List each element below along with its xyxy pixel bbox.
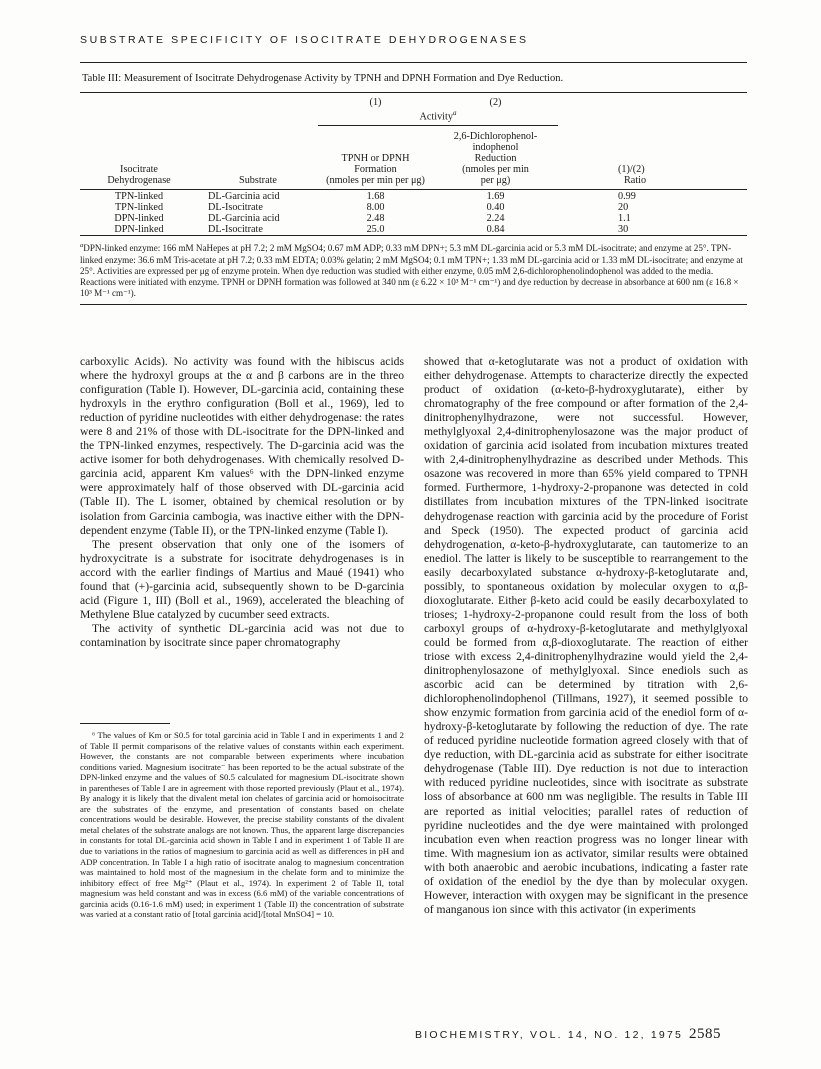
header-col2-line: (nmoles per min bbox=[462, 164, 529, 176]
cell-substrate: DL-Isocitrate bbox=[208, 202, 263, 214]
body-paragraph: carboxylic Acids). No activity was found with the hibiscus acids where the hydroxyl groups at the α and β carbons are in the threo configuration (Table I). However, DL-garcinia acid, containing these hydroxyls in the erythro configuration (Boll et al., 1969), led to reduction of pyridine nucleotides with either dehydrogenase: the rates were 8 and 21% of those with DL-isocitrate for the DPN-linked and the TPN-linked enzymes, respectively. The D-garcinia acid was the active isomer for both dehydrogenases. With chemically resolved D-garcinia acid, apparent Km values⁶ with the DPN-linked enzyme were approximately half of those observed with DL-garcinia acid (Table II). The L isomer, obtained by chemical resolution or by isolation from Garcinia cambogia, was inactive either with the DPN-dependent enzyme (Table II), or the TPN-linked enzyme (Table I). bbox=[80, 355, 404, 537]
col2-number: (2) bbox=[489, 97, 502, 108]
page-number: 2585 bbox=[689, 1026, 722, 1042]
header-ratio-line: (1)/(2) bbox=[618, 164, 645, 176]
cell-v2: 1.69 bbox=[486, 191, 505, 203]
activity-footnote-mark: a bbox=[452, 109, 457, 117]
header-col2-line: Reduction bbox=[474, 153, 517, 165]
cell-substrate: DL-Isocitrate bbox=[208, 224, 263, 236]
footnote-6 bbox=[80, 723, 404, 920]
header-col2 bbox=[433, 127, 558, 190]
cell-ratio: 0.99 bbox=[618, 191, 636, 203]
cell-enzyme: TPN-linked bbox=[114, 191, 164, 203]
table-row bbox=[80, 191, 747, 202]
cell-v1: 25.0 bbox=[366, 224, 385, 236]
cell-ratio: 20 bbox=[618, 202, 629, 214]
cell-enzyme: DPN-linked bbox=[114, 224, 164, 236]
header-ratio bbox=[618, 127, 747, 190]
footnote-rule bbox=[80, 723, 170, 724]
cell-v2: 0.40 bbox=[486, 202, 505, 214]
table-footnote-mark: a bbox=[80, 242, 84, 250]
header-col2-line: indophenol bbox=[472, 142, 519, 154]
body-paragraph: The present observation that only one of the isomers of hydroxycitrate is a substrate for isocitrate dehydrogenases is in accord with the earlier findings of Martius and Maué (1941) who found that (+)-garcinia acid, subsequently shown to be D-garcinia acid (Figure 1, III) (Boll et al., 1969), accelerated the bleaching of Methylene Blue catalyzed by cucumber seed extracts. bbox=[80, 537, 404, 621]
body-paragraph: showed that α-ketoglutarate was not a product of oxidation with either dehydrogenase. Attempts to characterize directly the expected product of oxidation (α-keto-β-hydroxyglutarate), either by chromatography of the free compound or after formation of the 2,4-dinitrophenylhydrazone, were not successful. However, methylglyoxal 2,4-dinitrophenylosazone was the major product of oxidation of garcinia acid isolated from incubation mixtures treated with 2,4-dinitrophenylhydrazine as described under Methods. This osazone was recovered in more than 65% yield compared to TPNH formed. Furthermore, 1-hydroxy-2-propanone was detected in cold distillates from incubation mixtures of the TPN-linked isocitrate dehydrogenase reaction with garcinia acid by the procedure of Forist and Speck (1950). The expected product of garcinia acid dehydrogenation, α-keto-β-hydroxyglutarate, can tautomerize to an enediol. The latter is likely to be susceptible to rearrangement to the easily decarboxylated substance α-hydroxy-β-ketoglutarate and, possibly, to spontaneous oxidation by molecular oxygen to α,β-dioxoglutarate. Either β-keto acid could be easily decarboxylated to trioses; 1-hydroxy-2-propanone could result from the loss of both carboxyl groups of α-hydroxy-β-ketoglutarate and methylglyoxal could be formed from α,β-dioxoglutarate. The reaction of either triose with excess 2,4-dinitrophenylhydrazine would yield the 2,4-dinitrophenylosazone of methylglyoxal. Since enediols such as ascorbic acid can be determined by titration with 2,6-dichlorophenolindophenol (Tillmans, 1927), it seemed possible to show enzymic formation from garcinia acid of the enediol form of α-hydroxy-β-ketoglutarate by following the reduction of dye. The rate of reduced pyridine nucleotide formation agreed closely with that of dye reduction, with DL-garcinia acid as substrate for either isocitrate dehydrogenase (Table III). Dye reduction is not due to interaction with reduced pyridine nucleotides, since with isocitrate as substrate loss of absorbance at 600 nm was negligible. The results in Table III are reported as initial velocities; parallel rates of reduction of pyridine nucleotides and the dye were maintained with prolonged incubation even when reaction progress was no longer linear with time. With magnesium ion as activator, similar results were obtained with both anaerobic and aerobic incubations, indicating a faster rate of oxidation of the enediol by the dye than by molecular oxygen. However, interaction with oxygen may be significant in the presence of manganous ion since with this activator (in experiments bbox=[424, 355, 748, 916]
table-grid bbox=[80, 93, 747, 237]
table-row bbox=[80, 224, 747, 236]
cell-substrate: DL-Garcinia acid bbox=[208, 213, 280, 225]
footnote-6-text: ⁶ The values of Km or S0.5 for total garcinia acid in Table I and in experiments 1 and 2 of Table II permit comparisons of the relative values of constants within each experiment. However, the constants are not comparable between experiments where incubation conditions varied. Magnesium isocitrate⁻ has been reported to be the actual substrate of the DPN-linked enzyme and the values of S0.5 calculated for magnesium DL-isocitrate shown in parentheses of Table I are in agreement with those reported previously (Plaut et al., 1974). By analogy it is likely that the divalent metal ion chelates of garcinia acid or homoisocitrate are the substrates of the enzyme, and presentation of constants based on chelate concentrations would be desirable. However, the precise stability constants of the divalent metal chelates of the substrate analogs are not known. Thus, the apparent large discrepancies in constants for total DL-garcinia acid shown in Table I and in experiment 1 of Table II are due to variations in the ratios of magnesium to garcinia acid as well as differences in pH and ADP concentration. In Table I a high ratio of isocitrate analog to magnesium concentration was maintained to hold most of the magnesium in the chelate form and to minimize the inhibitory effect of free Mg²⁺ (Plaut et al., 1974). In experiment 2 of Table II, total magnesium was held constant and was in excess (6.6 mM) of the variable concentrations of garcinia acids (0.16-1.6 mM) used; in experiment 1 (Table II) the concentration of substrate was varied at a constant ratio of [total garcinia acid]/[total MnSO4] = 10. bbox=[80, 730, 404, 920]
header-col1-line: Formation bbox=[354, 164, 397, 176]
table-footnote bbox=[80, 240, 747, 299]
table-footnote-text: DPN-linked enzyme: 166 mM NaHepes at pH 7.2; 2 mM MgSO4; 0.67 mM ADP; 0.33 mM DPN+; 5.3 mM DL-garcinia acid or 5.3 mM DL-isocitrate; and enzyme at 25°. TPN-linked enzyme: 36.6 mM Tris-acetate at pH 7.2; 0.33 mM EDTA; 0.03% gelatin; 2 mM MgSO4; 0.1 mM TPN+; 1.33 mM DL-garcinia acid or 1.33 mM DL-isocitrate; and enzyme at 25°. Activities are expressed per μg of enzyme protein. When dye reduction was studied with either enzyme, 0.05 mM 2,6-dichlorophenolindophenol was added to the media. Reactions were initiated with enzyme. TPNH or DPNH formation was followed at 340 nm (ε 6.22 × 10³ M⁻¹ cm⁻¹) and dye reduction by decrease in absorbance at 600 nm (ε 16.8 × 10³ M⁻¹ cm⁻¹). bbox=[80, 243, 743, 299]
left-column bbox=[80, 355, 404, 650]
table-iii bbox=[80, 62, 747, 305]
journal-citation: BIOCHEMISTRY, VOL. 14, NO. 12, 1975 bbox=[415, 1029, 684, 1041]
header-enzyme-line: Dehydrogenase bbox=[107, 175, 171, 187]
right-column bbox=[424, 355, 748, 917]
cell-v1: 1.68 bbox=[366, 191, 385, 203]
activity-label: Activity bbox=[419, 111, 453, 123]
header-enzyme-line: Isocitrate bbox=[120, 164, 158, 176]
running-head: SUBSTRATE SPECIFICITY OF ISOCITRATE DEHYDROGENASES bbox=[80, 34, 529, 46]
body-paragraph: The activity of synthetic DL-garcinia acid was not due to contamination by isocitrate since paper chromatography bbox=[80, 621, 404, 649]
cell-v2: 0.84 bbox=[486, 224, 505, 236]
cell-enzyme: TPN-linked bbox=[114, 202, 164, 214]
header-substrate: Substrate bbox=[239, 175, 277, 187]
table-caption: Table III: Measurement of Isocitrate Dehydrogenase Activity by TPNH and DPNH Formation and Dye Reduction. bbox=[82, 73, 564, 84]
cell-v1: 2.48 bbox=[366, 213, 385, 225]
page-footer bbox=[415, 1026, 721, 1043]
col1-number: (1) bbox=[369, 97, 382, 108]
header-enzyme bbox=[80, 127, 198, 190]
header-col2-line: 2,6-Dichlorophenol- bbox=[453, 131, 538, 143]
cell-ratio: 30 bbox=[618, 224, 629, 236]
activity-header bbox=[318, 108, 558, 126]
header-col2-line: per μg) bbox=[480, 175, 511, 187]
cell-v1: 8.00 bbox=[366, 202, 385, 214]
table-bottom-rule bbox=[80, 304, 747, 305]
cell-substrate: DL-Garcinia acid bbox=[208, 191, 280, 203]
cell-v2: 2.24 bbox=[486, 213, 505, 225]
table-row bbox=[80, 213, 747, 224]
header-col1-line: TPNH or DPNH bbox=[341, 153, 410, 165]
cell-enzyme: DPN-linked bbox=[114, 213, 164, 225]
cell-ratio: 1.1 bbox=[618, 213, 631, 225]
header-col1-line: (nmoles per min per μg) bbox=[326, 175, 425, 187]
table-top-rule bbox=[80, 62, 747, 63]
header-col1 bbox=[318, 127, 433, 190]
header-ratio-line: Ratio bbox=[624, 175, 647, 187]
table-row bbox=[80, 202, 747, 213]
